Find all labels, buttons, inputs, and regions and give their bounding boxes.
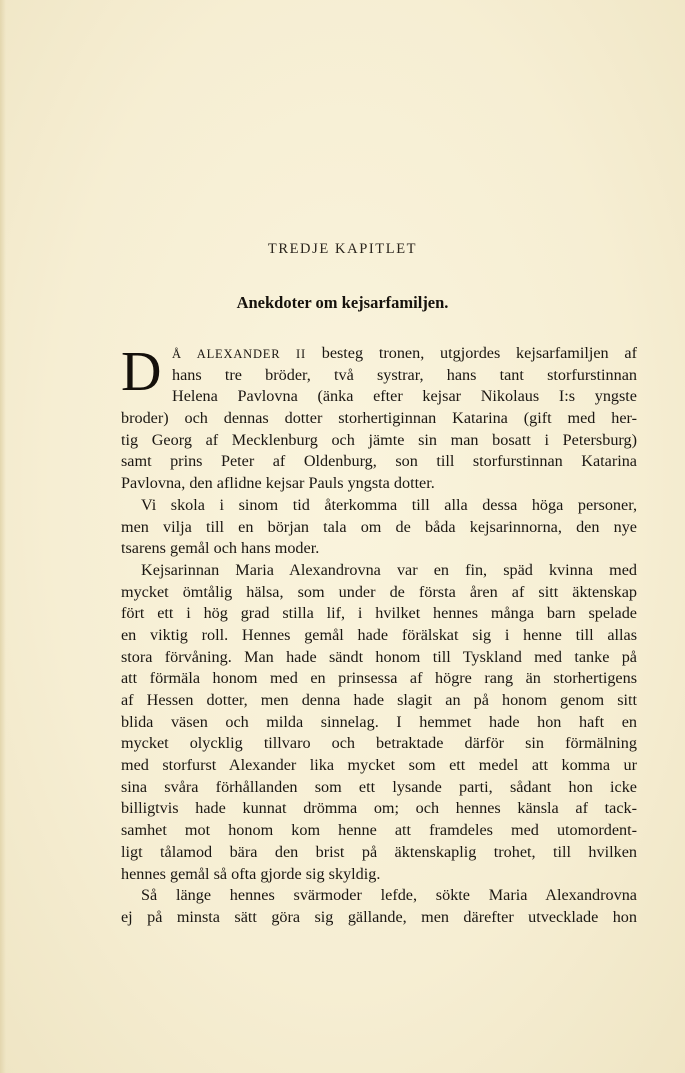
text-line: Helena Pavlovna (änka efter kejsar Nikolaus I:s yngste	[172, 387, 637, 406]
text-line: tig Georg af Mecklenburg och jämte sin man bosatt i Petersburg)	[121, 430, 637, 449]
body-text	[121, 343, 637, 929]
text-line: fört ett i hög grad stilla lif, i hvilket hennes många barn spelade	[121, 604, 637, 623]
text-line: en viktig roll. Hennes gemål hade förälskat sig i henne till allas	[121, 625, 637, 644]
page-edge-shadow	[0, 0, 6, 1073]
text-line: mycket olycklig tillvaro och betraktade därför sin förmälning	[121, 734, 637, 753]
text-line: med storfurst Alexander lika mycket som ett medel att komma ur	[121, 756, 637, 775]
first-line-rest: besteg tronen, utgjordes kejsarfamiljen af	[305, 344, 637, 362]
chapter-title: Anekdoter om kejsarfamiljen.	[236, 293, 449, 312]
text-line: att förmäla honom med en prinsessa af högre rang än storhertigens	[121, 669, 637, 688]
text-line: broder) och dennas dotter storhertiginnan Katarina (gift med her-	[121, 409, 637, 428]
text-line: ligt tålamod bära den brist på äktenskaplig trohet, till hvilken	[121, 842, 637, 861]
chapter-heading: TREDJE KAPITLET	[267, 241, 418, 257]
text-line: billigtvis hade kunnat drömma om; och hennes känsla af tack-	[121, 799, 637, 818]
text-line: hans tre bröder, två systrar, hans tant storfurstinnan	[172, 365, 637, 384]
text-line: ej på minsta sätt göra sig gällande, men därefter utvecklade hon	[121, 907, 637, 926]
text-line: men vilja till en början tala om de båda kejsarinnorna, den nye	[121, 517, 637, 536]
text-line: blida väsen och milda sinnelag. I hemmet hade hon haft en	[121, 712, 637, 731]
text-line	[121, 343, 637, 365]
text-line: af Hessen dotter, men denna hade slagit an på honom genom sitt	[121, 691, 637, 709]
text-line: sina svåra förhållanden som ett lysande parti, sådant hon icke	[121, 777, 637, 796]
text-line: tsarens gemål och hans moder.	[121, 539, 320, 558]
text-line: samhet mot honom kom henne att framdeles med utomordent-	[121, 821, 637, 840]
text-line: mycket ömtålig hälsa, som under de första åren af sitt äktenskap	[121, 582, 637, 601]
drop-cap: D	[121, 341, 162, 403]
text-line: samt prins Peter af Oldenburg, son till storfurstinnan Katarina	[121, 452, 637, 471]
text-line: Så länge hennes svärmoder lefde, sökte Maria Alexandrovna	[141, 886, 637, 905]
text-line: Pavlovna, den aflidne kejsar Pauls yngsta dotter.	[121, 474, 435, 493]
text-line: Vi skola i sinom tid återkomma till alla dessa höga personer,	[141, 495, 637, 514]
text-line: Kejsarinnan Maria Alexandrovna var en fin, späd kvinna med	[141, 560, 637, 579]
text-line: stora förvåning. Man hade sändt honom till Tyskland med tanke på	[121, 647, 637, 666]
smallcaps-lead: Å ALEXANDER II	[172, 347, 306, 361]
text-line: hennes gemål så ofta gjorde sig skyldig.	[121, 864, 381, 883]
